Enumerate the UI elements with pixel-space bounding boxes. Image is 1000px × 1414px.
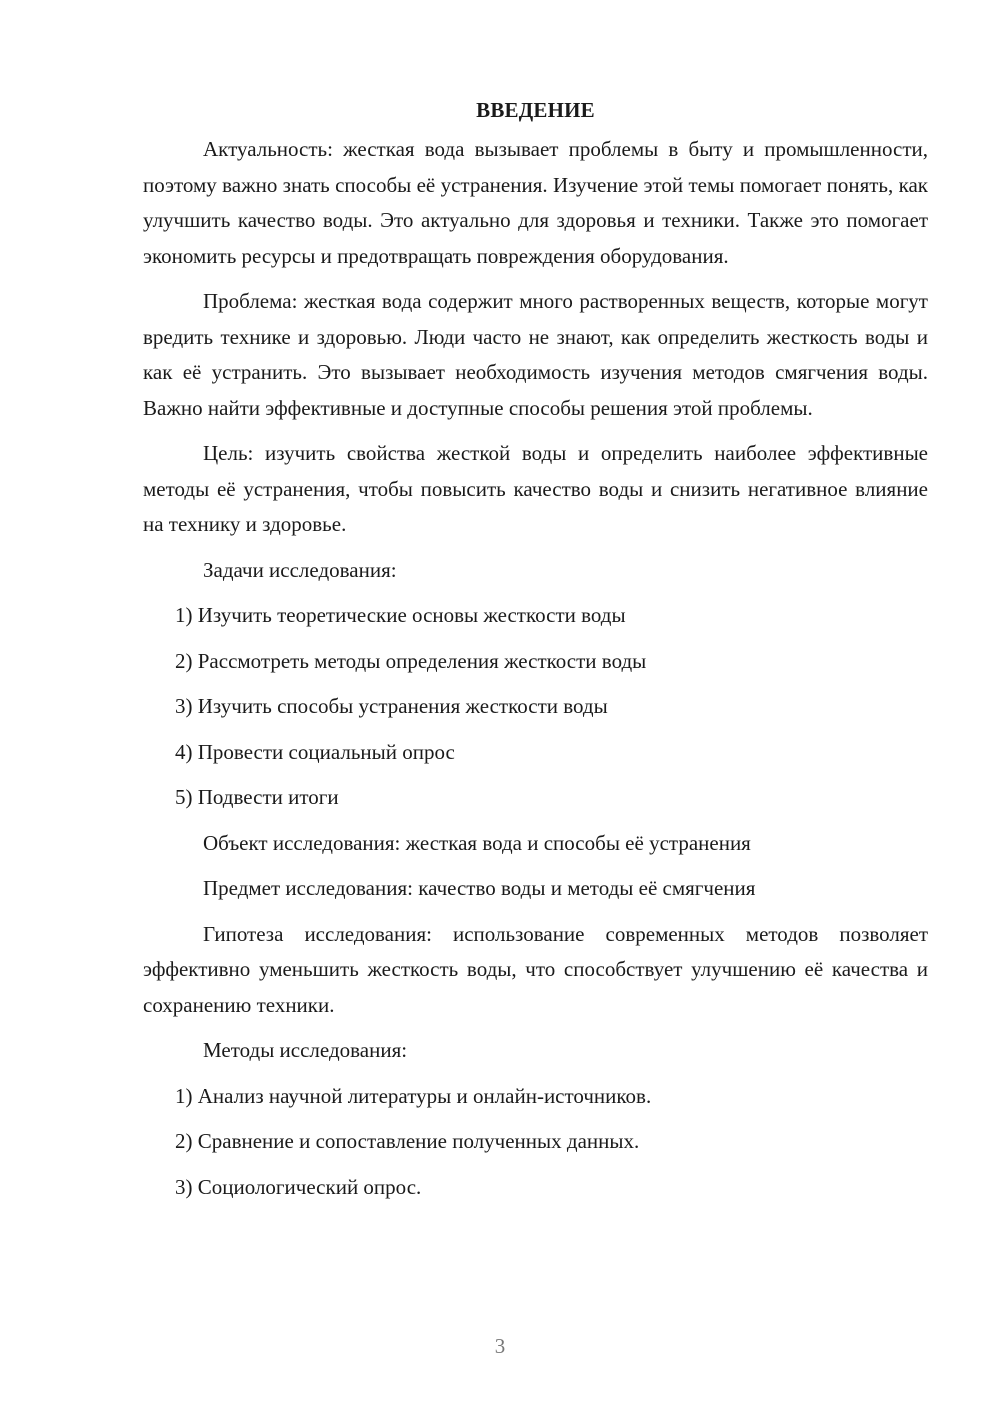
list-item: 1) Анализ научной литературы и онлайн-источников.: [175, 1083, 652, 1108]
problem-paragraph: Проблема: жесткая вода содержит много растворенных веществ, которые могут вредить технике и здоровью. Люди часто не знают, как определить жесткость воды и как её устранить. Это вызывает необходимость изучения методов смягчения воды. Важно найти эффективные и доступные способы решения этой проблемы.: [143, 289, 928, 420]
list-item: 3) Изучить способы устранения жесткости воды: [175, 694, 608, 718]
goal-paragraph: Цель: изучить свойства жесткой воды и определить наиболее эффективные методы её устранения, чтобы повысить качество воды и снизить негативное влияние на технику и здоровье.: [143, 441, 928, 536]
tasks-heading: Задачи исследования:: [203, 557, 397, 582]
section-title: ВВЕДЕНИЕ: [476, 98, 595, 122]
page-number: 3: [494, 1334, 506, 1358]
tasks-list: [143, 598, 928, 816]
list-item: 2) Сравнение и сопоставление полученных данных.: [175, 1129, 640, 1153]
list-item: 3) Социологический опрос.: [175, 1174, 422, 1199]
document-page: [143, 92, 928, 1215]
object-paragraph: Объект исследования: жесткая вода и способы её устранения: [203, 830, 751, 855]
methods-heading: Методы исследования:: [203, 1038, 408, 1062]
relevance-paragraph: Актуальность: жесткая вода вызывает проблемы в быту и промышленности, поэтому важно знать способы её устранения. Изучение этой темы помогает понять, как улучшить качество воды. Это актуально для здоровья и техники. Также это помогает экономить ресурсы и предотвращать повреждения оборудования.: [143, 137, 928, 268]
list-item: 1) Изучить теоретические основы жесткости воды: [175, 603, 626, 627]
subject-paragraph: Предмет исследования: качество воды и методы её смягчения: [203, 876, 756, 900]
list-item: 4) Провести социальный опрос: [175, 739, 455, 764]
methods-list: [143, 1079, 928, 1206]
list-item: 2) Рассмотреть методы определения жесткости воды: [175, 648, 647, 673]
list-item: 5) Подвести итоги: [175, 785, 339, 809]
hypothesis-paragraph: Гипотеза исследования: использование современных методов позволяет эффективно уменьшить жесткость воды, что способствует улучшению её качества и сохранению техники.: [143, 921, 928, 1017]
